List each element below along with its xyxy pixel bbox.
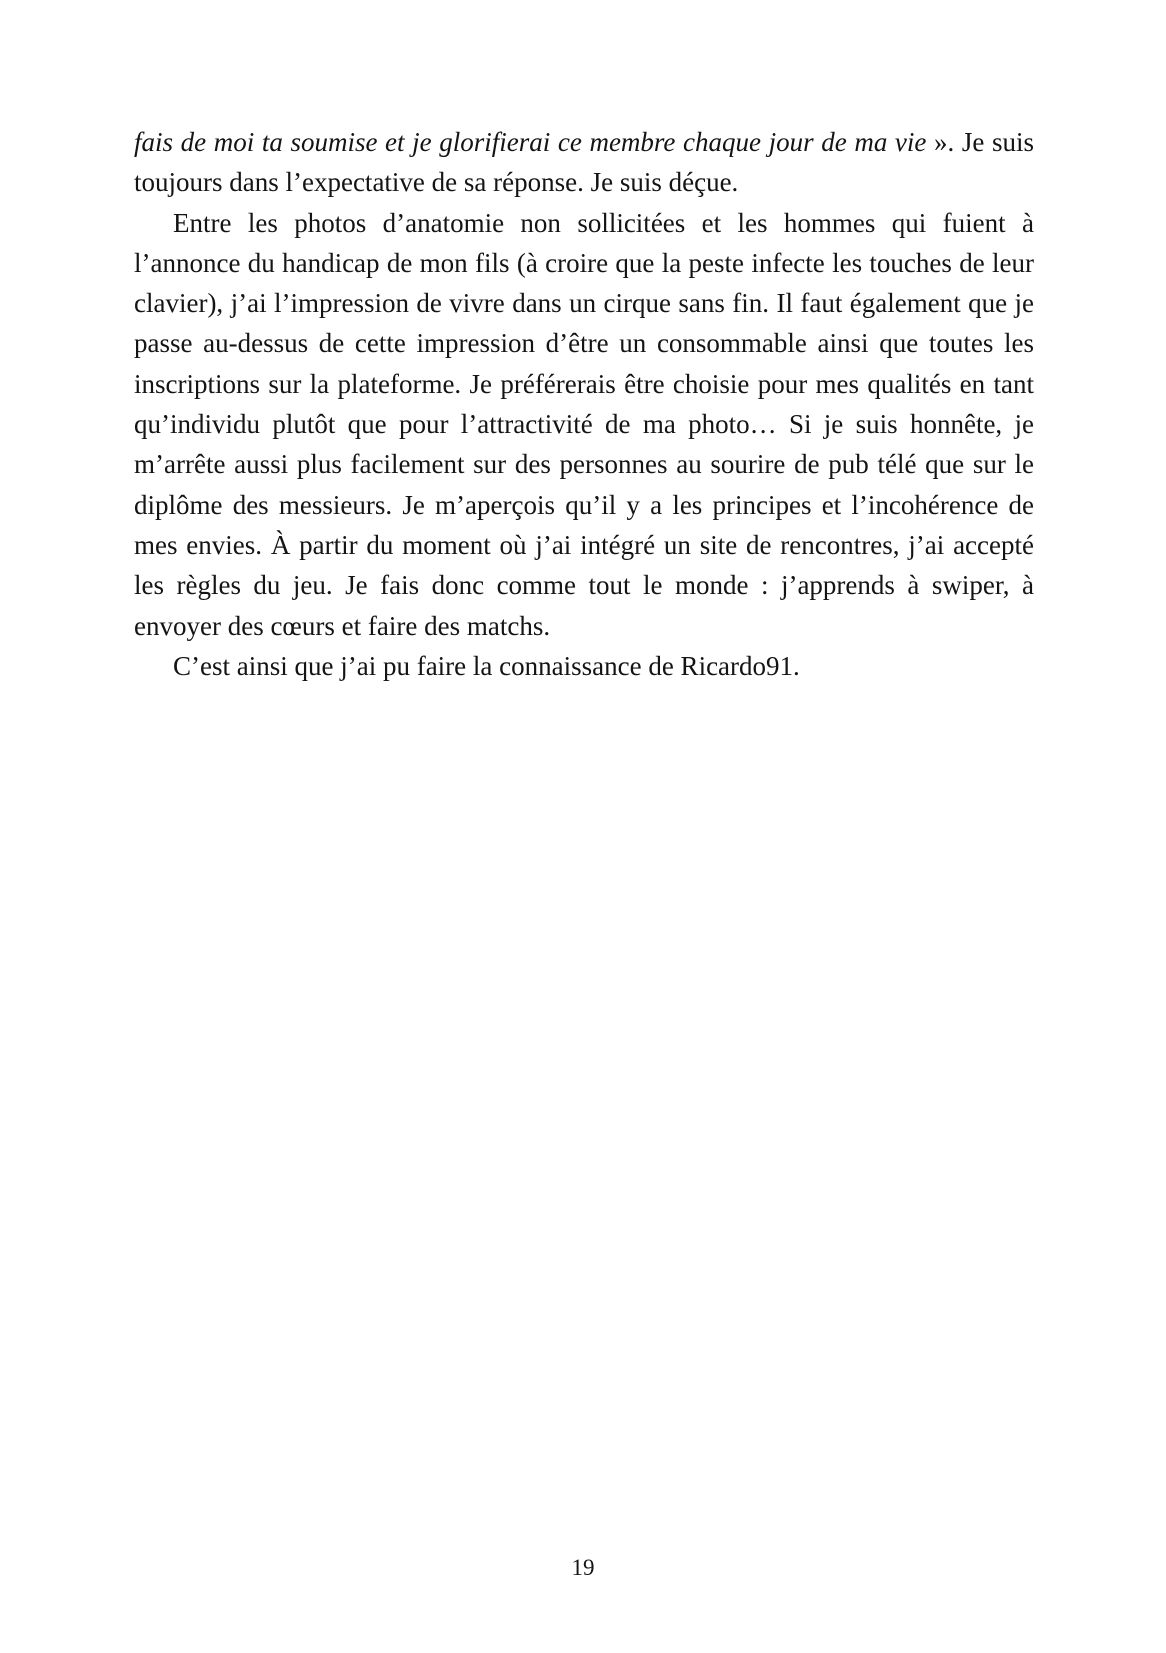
paragraph-1 xyxy=(134,122,1034,203)
paragraph-3: C’est ainsi que j’ai pu faire la connaissance de Ricardo91. xyxy=(173,650,800,681)
body-text xyxy=(134,122,1034,686)
page-number: 19 xyxy=(571,1555,595,1580)
paragraph-2: Entre les photos d’anatomie non sollicitées et les hommes qui fuient à l’annonce du handicap de mon fils (à croire que la peste infecte les touches de leur clavier), j’ai l’impression de vivre dans un cirque sans fin. Il faut également que je passe au-dessus de cette impression d’être un consommable ainsi que toutes les inscriptions sur la plateforme. Je préférerais être choisie pour mes qualités en tant qu’individu plutôt que pour l’attractivité de ma photo… Si je suis honnête, je m’arrête aussi plus facilement sur des personnes au sourire de pub télé que sur le diplôme des messieurs. Je m’aperçois qu’il y a les principes et l’incohérence de mes envies. À partir du moment où j’ai intégré un site de rencontres, j’ai accepté les règles du jeu. Je fais donc comme tout le monde : j’apprends à swiper, à envoyer des cœurs et faire des matchs. xyxy=(134,207,1034,641)
italic-quote: fais de moi ta soumise et je glorifierai ce membre chaque jour de ma vie xyxy=(134,127,927,157)
paragraph-1-rest: ». Je suis toujours dans l’expectative de sa réponse. Je suis déçue. xyxy=(134,127,1034,198)
